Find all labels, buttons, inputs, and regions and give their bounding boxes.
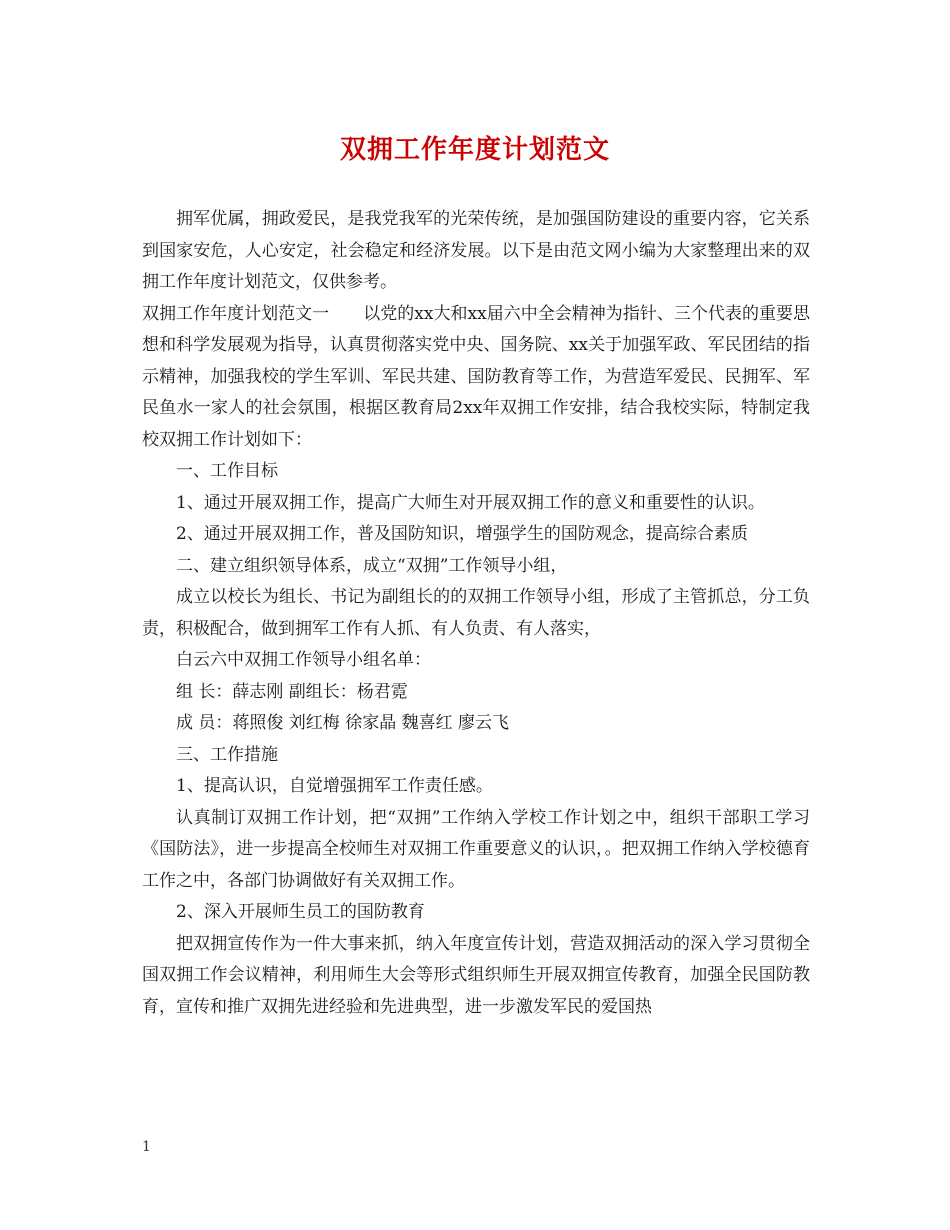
paragraph: 白云六中双拥工作领导小组名单： — [176, 650, 431, 670]
page-number: 1 — [142, 1139, 151, 1155]
paragraph: 组 长：薛志刚 副组长：杨君霓 — [176, 681, 408, 702]
section-heading: 三、工作措施 — [176, 744, 278, 765]
paragraph: 1、提高认识，自觉增强拥军工作责任感。 — [176, 776, 493, 796]
document-body — [142, 204, 810, 1023]
paragraph: 认真制订双拥工作计划，把“双拥”工作纳入学校工作计划之中，组织干部职工学习《国防法》，进一步提高全校师生对双拥工作重要意义的认识，。把双拥工作纳入学校德育工作之中，各部门协调做好有关双拥工作。 — [142, 807, 810, 891]
paragraph: 双拥工作年度计划范文一 以党的xx大和xx届六中全会精神为指针、三个代表的重要思想和科学发展观为指导，认真贯彻落实党中央、国务院、xx关于加强军政、军民团结的指示精神，加强我校的学生军训、军民共建、国防教育等工作，为营造军爱民、民拥军、军民鱼水一家人的社会氛围，根据区教育局2xx年双拥工作安排，结合我校实际，特制定我校双拥工作计划如下： — [142, 303, 810, 450]
section-heading: 二、建立组织领导体系，成立“双拥”工作领导小组， — [176, 555, 568, 576]
paragraph: 把双拥宣传作为一件大事来抓，纳入年度宣传计划，营造双拥活动的深入学习贯彻全国双拥工作会议精神，利用师生大会等形式组织师生开展双拥宣传教育，加强全民国防教育，宣传和推广双拥先进经验和先进典型，进一步激发军民的爱国热 — [142, 933, 810, 1017]
paragraph: 成 员：蒋照俊 刘红梅 徐家晶 魏喜红 廖云飞 — [176, 713, 510, 733]
document-title: 双拥工作年度计划范文 — [339, 135, 610, 165]
paragraph: 拥军优属，拥政爱民，是我党我军的光荣传统，是加强国防建设的重要内容，它关系到国家安危，人心安定，社会稳定和经济发展。以下是由范文网小编为大家整理出来的双拥工作年度计划范文，仅供参考。 — [142, 209, 810, 292]
paragraph: 2、通过开展双拥工作，普及国防知识，增强学生的国防观念，提高综合素质 — [176, 524, 748, 544]
paragraph: 成立以校长为组长、书记为副组长的的双拥工作领导小组，形成了主管抓总，分工负责，积极配合，做到拥军工作有人抓、有人负责、有人落实， — [142, 587, 810, 639]
section-heading: 一、工作目标 — [176, 461, 278, 481]
paragraph: 1、通过开展双拥工作，提高广大师生对开展双拥工作的意义和重要性的认识。 — [176, 492, 765, 513]
paragraph: 2、深入开展师生员工的国防教育 — [176, 902, 425, 922]
